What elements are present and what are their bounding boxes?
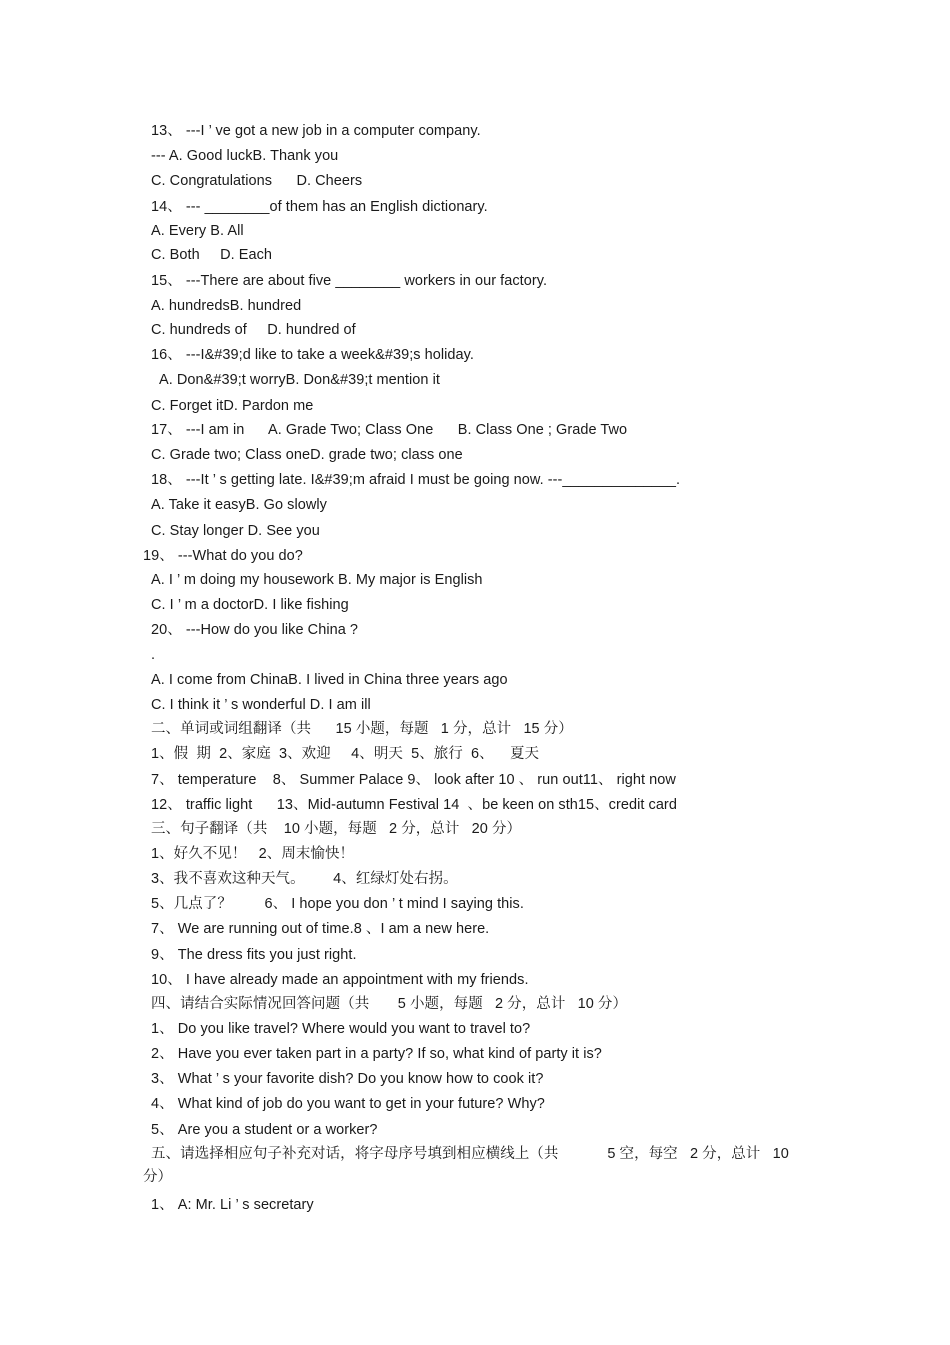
q17-question: 17、 ---I am in A. Grade Two; Class One B. Class One ; Grade Two (151, 422, 628, 438)
section-5-heading-cont: 分） (143, 1169, 173, 1185)
q13-question: 13、 ---I ’ ve got a new job in a computer company. (151, 123, 481, 139)
q13-options-cd: C. Congratulations D. Cheers (151, 173, 363, 189)
section-2-items-1: 1、假 期 2、家庭 3、欢迎 4、明天 5、旅行 6、 夏天 (151, 746, 540, 762)
q19-question: 19、 ---What do you do? (143, 548, 303, 564)
section-5-item-1: 1、 A: Mr. Li ’ s secretary (151, 1197, 314, 1213)
section-3-items-2: 3、我不喜欢这种天气。 4、红绿灯处右拐。 (151, 871, 458, 887)
section-3-items-1: 1、好久不见！ 2、周末愉快！ (151, 846, 355, 862)
q14-question: 14、 --- ________of them has an English dictionary. (151, 199, 488, 215)
q16-question: 16、 ---I&#39;d like to take a week&#39;s holiday. (151, 347, 474, 363)
q15-question: 15、 ---There are about five ________ workers in our factory. (151, 273, 548, 289)
q18-options-cd: C. Stay longer D. See you (151, 523, 320, 539)
section-2-heading: 二、单词或词组翻译（共 15 小题，每题 1 分，总计 15 分） (151, 721, 573, 737)
q16-options-ab: A. Don&#39;t worryB. Don&#39;t mention it (159, 372, 440, 388)
q18-options-ab: A. Take it easyB. Go slowly (151, 497, 327, 513)
q19-options-cd: C. I ’ m a doctorD. I like fishing (151, 597, 349, 613)
section-3-items-5: 9、 The dress fits you just right. (151, 947, 357, 963)
section-4-q4: 4、 What kind of job do you want to get in your future? Why? (151, 1096, 545, 1112)
q16-options-cd: C. Forget itD. Pardon me (151, 398, 314, 414)
q20-options-ab: A. I come from ChinaB. I lived in China three years ago (151, 672, 508, 688)
q15-options-cd: C. hundreds of D. hundred of (151, 322, 356, 338)
q20-options-cd: C. I think it ’ s wonderful D. I am ill (151, 697, 371, 713)
section-4-q1: 1、 Do you like travel? Where would you want to travel to? (151, 1021, 531, 1037)
section-3-heading: 三、句子翻译（共 10 小题，每题 2 分，总计 20 分） (151, 821, 522, 837)
q18-question: 18、 ---It ’ s getting late. I&#39;m afraid I must be going now. ---______________. (151, 472, 681, 488)
q13-options-ab: --- A. Good luckB. Thank you (151, 148, 339, 164)
q20-dot: . (151, 647, 156, 663)
section-4-heading: 四、请结合实际情况回答问题（共 5 小题，每题 2 分，总计 10 分） (151, 996, 628, 1012)
q14-options-ab: A. Every B. All (151, 223, 244, 239)
section-3-items-4: 7、 We are running out of time.8 、I am a new here. (151, 921, 490, 937)
section-4-q3: 3、 What ’ s your favorite dish? Do you know how to cook it? (151, 1071, 544, 1087)
q14-options-cd: C. Both D. Each (151, 247, 273, 263)
q15-options-ab: A. hundredsB. hundred (151, 298, 302, 314)
section-3-items-6: 10、 I have already made an appointment with my friends. (151, 972, 529, 988)
section-2-items-3: 12、 traffic light 13、Mid-autumn Festival 14 、be keen on sth15、credit card (151, 797, 677, 813)
q19-options-ab: A. I ’ m doing my housework B. My major is English (151, 572, 483, 588)
section-5-heading: 五、请选择相应句子补充对话，将字母序号填到相应横线上（共 5 空，每空 2 分，总计 10 (151, 1146, 789, 1162)
section-2-items-2: 7、 temperature 8、 Summer Palace 9、 look after 10 、 run out11、 right now (151, 772, 676, 788)
section-3-items-3: 5、几点了？ 6、 I hope you don ’ t mind I saying this. (151, 896, 524, 912)
q20-question: 20、 ---How do you like China ? (151, 622, 359, 638)
section-4-q2: 2、 Have you ever taken part in a party? If so, what kind of party it is? (151, 1046, 602, 1062)
q17-options-cd: C. Grade two; Class oneD. grade two; class one (151, 447, 463, 463)
section-4-q5: 5、 Are you a student or a worker? (151, 1122, 378, 1138)
